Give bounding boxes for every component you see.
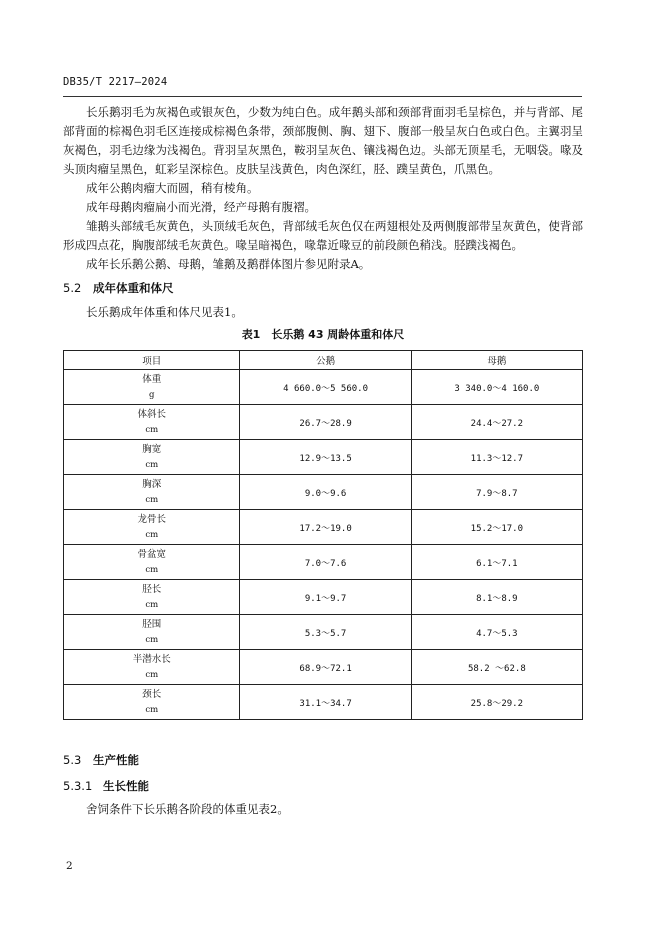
table-row [64, 440, 583, 475]
row-label [64, 685, 240, 720]
row-label [64, 615, 240, 650]
male-value: 17.2～19.0 [240, 510, 411, 545]
section-5-3-1-intro: 舍饲条件下长乐鹅各阶段的体重见表2。 [86, 802, 289, 816]
table-row [64, 510, 583, 545]
row-unit: cm [145, 705, 159, 715]
section-5-3-1-heading [63, 778, 149, 794]
female-value: 24.4～27.2 [411, 405, 582, 440]
male-value: 68.9～72.1 [240, 650, 411, 685]
row-unit: cm [145, 635, 159, 645]
table-row [64, 580, 583, 615]
female-value: 8.1～8.9 [411, 580, 582, 615]
paragraph-female-knob: 成年母鹅肉瘤扁小而光滑，经产母鹅有腹褶。 [86, 200, 316, 214]
row-name: 体斜长 [137, 409, 166, 420]
table-row [64, 685, 583, 720]
row-label [64, 650, 240, 685]
header-male: 公鹅 [240, 351, 411, 370]
page-number: 2 [66, 860, 73, 872]
male-value: 4 660.0～5 560.0 [240, 370, 411, 405]
row-name: 胫长 [142, 584, 162, 595]
section-5-2-heading [63, 280, 174, 296]
male-value: 12.9～13.5 [240, 440, 411, 475]
document-code: DB35/T 2217—2024 [63, 76, 168, 88]
row-name: 体重 [142, 374, 162, 385]
male-value: 31.1～34.7 [240, 685, 411, 720]
row-label [64, 475, 240, 510]
table-row [64, 475, 583, 510]
female-value: 3 340.0～4 160.0 [411, 370, 582, 405]
female-value: 11.3～12.7 [411, 440, 582, 475]
body-measurements-table [63, 350, 583, 720]
row-unit: cm [145, 495, 159, 505]
header-item: 项目 [64, 351, 240, 370]
header-female: 母鹅 [411, 351, 582, 370]
section-number: 5.2 [63, 281, 82, 295]
female-value: 7.9～8.7 [411, 475, 582, 510]
section-number: 5.3.1 [63, 779, 93, 793]
section-5-3-heading [63, 752, 139, 768]
table-row [64, 405, 583, 440]
row-label [64, 440, 240, 475]
row-name: 颈长 [142, 689, 162, 700]
section-5-2-intro: 长乐鹅成年体重和体尺见表1。 [86, 305, 243, 319]
paragraph-male-knob: 成年公鹅肉瘤大而圆，稍有棱角。 [86, 181, 259, 195]
female-value: 25.8～29.2 [411, 685, 582, 720]
row-label [64, 405, 240, 440]
male-value: 9.0～9.6 [240, 475, 411, 510]
section-title: 成年体重和体尺 [93, 281, 174, 295]
male-value: 26.7～28.9 [240, 405, 411, 440]
table-caption: 表1 长乐鹅 43 周龄体重和体尺 [241, 328, 405, 341]
female-value: 6.1～7.1 [411, 545, 582, 580]
row-name: 半潜水长 [132, 654, 171, 665]
row-unit: cm [145, 425, 159, 435]
table-row [64, 545, 583, 580]
section-number: 5.3 [63, 753, 82, 767]
section-title: 生产性能 [93, 753, 139, 767]
row-unit: cm [145, 530, 159, 540]
row-name: 胫围 [142, 619, 162, 630]
table-header-row [64, 351, 583, 370]
male-value: 5.3～5.7 [240, 615, 411, 650]
row-unit: cm [145, 565, 159, 575]
row-name: 胸深 [142, 479, 162, 490]
row-unit: g [149, 390, 155, 400]
table-row [64, 650, 583, 685]
row-label [64, 580, 240, 615]
header-rule [63, 96, 582, 97]
row-unit: cm [145, 670, 159, 680]
paragraph-gosling: 雏鹅头部绒毛灰黄色，头顶绒毛灰色，背部绒毛灰色仅在两翅根处及两侧腹部带呈灰黄色，使背部形成四点花，胸腹部绒毛灰黄色。喙呈暗褐色，喙靠近喙豆的前段颜色稍浅。胫蹼浅褐色。 [63, 219, 583, 252]
row-name: 龙骨长 [137, 514, 166, 525]
row-label [64, 545, 240, 580]
female-value: 15.2～17.0 [411, 510, 582, 545]
table-row [64, 370, 583, 405]
section-title: 生长性能 [103, 779, 149, 793]
female-value: 4.7～5.3 [411, 615, 582, 650]
row-name: 胸宽 [142, 444, 162, 455]
row-unit: cm [145, 600, 159, 610]
female-value: 58.2 ～62.8 [411, 650, 582, 685]
row-name: 骨盆宽 [137, 549, 166, 560]
row-label [64, 510, 240, 545]
male-value: 7.0～7.6 [240, 545, 411, 580]
paragraph-appearance: 长乐鹅羽毛为灰褐色或银灰色，少数为纯白色。成年鹅头部和颈部背面羽毛呈棕色，并与背部、尾部背面的棕褐色羽毛区连接成棕褐色条带，颈部腹侧、胸、翅下、腹部一般呈灰白色或白色。主翼羽呈灰褐色，羽毛边缘为浅褐色。背羽呈灰黑色，鞍羽呈灰色、镶浅褐色边。头部无顶星毛，无咽袋。喙及头顶肉瘤呈黑色，虹彩呈深棕色。皮肤呈浅黄色，肉色深红，胫、蹼呈黄色，爪黑色。 [63, 105, 583, 176]
paragraph-appendix-ref: 成年长乐鹅公鹅、母鹅，雏鹅及鹅群体图片参见附录A。 [86, 257, 371, 271]
row-label [64, 370, 240, 405]
male-value: 9.1～9.7 [240, 580, 411, 615]
table-row [64, 615, 583, 650]
row-unit: cm [145, 460, 159, 470]
